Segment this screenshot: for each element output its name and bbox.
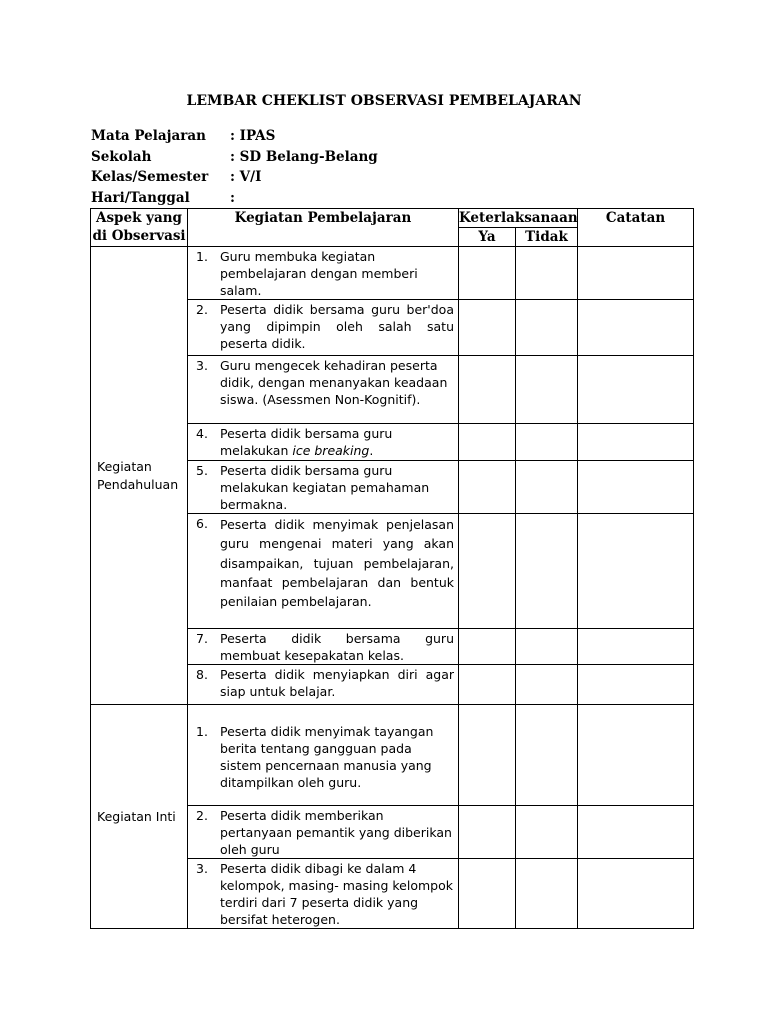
ya-check-cell[interactable] xyxy=(459,424,516,461)
item-number: 2. xyxy=(196,808,208,823)
tidak-check-cell[interactable] xyxy=(516,665,578,705)
ya-check-cell[interactable] xyxy=(459,629,516,665)
activity-cell xyxy=(188,300,459,356)
item-number: 1. xyxy=(196,724,208,739)
item-number: 8. xyxy=(196,667,208,682)
tidak-check-cell[interactable] xyxy=(516,461,578,514)
aspek-label-line1: Kegiatan Inti xyxy=(97,808,176,824)
catatan-cell[interactable] xyxy=(578,461,694,514)
catatan-cell[interactable] xyxy=(578,300,694,356)
item-text: Guru membuka kegiatan pembelajaran dengan memberi salam. xyxy=(220,249,418,298)
activity-cell xyxy=(188,705,459,806)
item-number: 4. xyxy=(196,426,208,441)
item-text xyxy=(220,425,454,459)
header-catatan: Catatan xyxy=(578,209,694,247)
meta-label: Kelas/Semester xyxy=(91,169,209,185)
item-number: 1. xyxy=(196,249,208,264)
catatan-cell[interactable] xyxy=(578,859,694,929)
ya-check-cell[interactable] xyxy=(459,247,516,300)
item-text: Peserta didik dibagi ke dalam 4 kelompok, masing- masing kelompok terdiri dari 7 peserta didik yang bersifat heterogen. xyxy=(220,861,453,927)
ya-check-cell[interactable] xyxy=(459,859,516,929)
item-text: Peserta didik menyiapkan diri agar siap untuk belajar. xyxy=(220,667,454,699)
header-aspek-line2: di Observasi xyxy=(92,228,186,244)
activity-cell xyxy=(188,859,459,929)
item-text: Peserta didik menyimak penjelasan guru mengenai materi yang akan disampaikan, tujuan pembelajaran, manfaat pembelajaran dan bentuk penilaian pembelajaran. xyxy=(220,517,454,610)
ya-check-cell[interactable] xyxy=(459,806,516,859)
activity-cell xyxy=(188,629,459,665)
item-number: 5. xyxy=(196,463,208,478)
item-text: Peserta didik menyimak tayangan berita tentang gangguan pada sistem pencernaan manusia yang ditampilkan oleh guru. xyxy=(220,724,434,790)
header-aspek xyxy=(91,209,188,247)
meta-value: : V/I xyxy=(230,169,262,185)
observation-table xyxy=(90,208,694,929)
aspek-pendahuluan xyxy=(91,247,188,705)
ya-check-cell[interactable] xyxy=(459,300,516,356)
table-row xyxy=(91,705,694,806)
item-number: 3. xyxy=(196,861,208,876)
item-text: Peserta didik memberikan pertanyaan pemantik yang diberikan oleh guru xyxy=(220,808,452,857)
meta-value: : xyxy=(230,189,235,206)
catatan-cell[interactable] xyxy=(578,424,694,461)
tidak-check-cell[interactable] xyxy=(516,424,578,461)
tidak-check-cell[interactable] xyxy=(516,514,578,629)
tidak-check-cell[interactable] xyxy=(516,300,578,356)
item-number: 2. xyxy=(196,302,208,317)
catatan-cell[interactable] xyxy=(578,806,694,859)
catatan-cell[interactable] xyxy=(578,514,694,629)
meta-info xyxy=(91,126,378,208)
activity-cell xyxy=(188,424,459,461)
activity-cell xyxy=(188,461,459,514)
header-kegiatan: Kegiatan Pembelajaran xyxy=(188,209,459,247)
header-ya: Ya xyxy=(459,228,516,247)
aspek-inti xyxy=(91,705,188,929)
item-text-italic: ice breaking xyxy=(292,443,370,458)
header-tidak: Tidak xyxy=(516,228,578,247)
aspek-label-line1: Kegiatan xyxy=(97,458,152,474)
catatan-cell[interactable] xyxy=(578,665,694,705)
meta-row-hari-tanggal xyxy=(91,188,378,209)
header-keterlaksanaan: Keterlaksanaan xyxy=(459,210,578,226)
tidak-check-cell[interactable] xyxy=(516,629,578,665)
activity-cell xyxy=(188,356,459,424)
meta-value: : SD Belang-Belang xyxy=(230,148,378,165)
header-aspek-line1: Aspek yang xyxy=(95,210,182,226)
activity-cell xyxy=(188,514,459,629)
meta-row-kelas-semester xyxy=(91,167,378,188)
item-text: Peserta didik bersama guru ber'doa yang dipimpin oleh salah satu peserta didik. xyxy=(220,302,454,351)
tidak-check-cell[interactable] xyxy=(516,705,578,806)
item-number: 3. xyxy=(196,358,208,373)
ya-check-cell[interactable] xyxy=(459,461,516,514)
ya-check-cell[interactable] xyxy=(459,705,516,806)
meta-label: Mata Pelajaran xyxy=(91,128,206,144)
item-text: Peserta didik bersama guru melakukan kegiatan pemahaman bermakna. xyxy=(220,463,430,512)
header-row xyxy=(91,209,694,228)
tidak-check-cell[interactable] xyxy=(516,806,578,859)
item-text-after: . xyxy=(369,443,374,458)
item-number: 7. xyxy=(196,631,208,646)
meta-row-mata-pelajaran xyxy=(91,126,378,147)
meta-label: Hari/Tanggal xyxy=(91,189,190,206)
activity-cell xyxy=(188,247,459,300)
catatan-cell[interactable] xyxy=(578,356,694,424)
tidak-check-cell[interactable] xyxy=(516,859,578,929)
item-text: Peserta didik bersama guru membuat kesepakatan kelas. xyxy=(220,631,454,663)
document-title: LEMBAR CHEKLIST OBSERVASI PEMBELAJARAN xyxy=(186,93,582,109)
meta-row-sekolah xyxy=(91,147,378,168)
item-number: 6. xyxy=(196,516,208,531)
meta-label: Sekolah xyxy=(91,148,152,165)
ya-check-cell[interactable] xyxy=(459,356,516,424)
catatan-cell[interactable] xyxy=(578,247,694,300)
activity-cell xyxy=(188,806,459,859)
tidak-check-cell[interactable] xyxy=(516,356,578,424)
table-row xyxy=(91,247,694,300)
catatan-cell[interactable] xyxy=(578,629,694,665)
ya-check-cell[interactable] xyxy=(459,514,516,629)
tidak-check-cell[interactable] xyxy=(516,247,578,300)
ya-check-cell[interactable] xyxy=(459,665,516,705)
catatan-cell[interactable] xyxy=(578,705,694,806)
item-text: Guru mengecek kehadiran peserta didik, dengan menanyakan keadaan siswa. (Asessmen Non-Kognitif). xyxy=(220,358,448,407)
item-text-before: Peserta didik bersama guru melakukan xyxy=(220,426,393,458)
aspek-label-line2: Pendahuluan xyxy=(97,476,179,492)
meta-value: : IPAS xyxy=(230,128,276,144)
activity-cell xyxy=(188,665,459,705)
